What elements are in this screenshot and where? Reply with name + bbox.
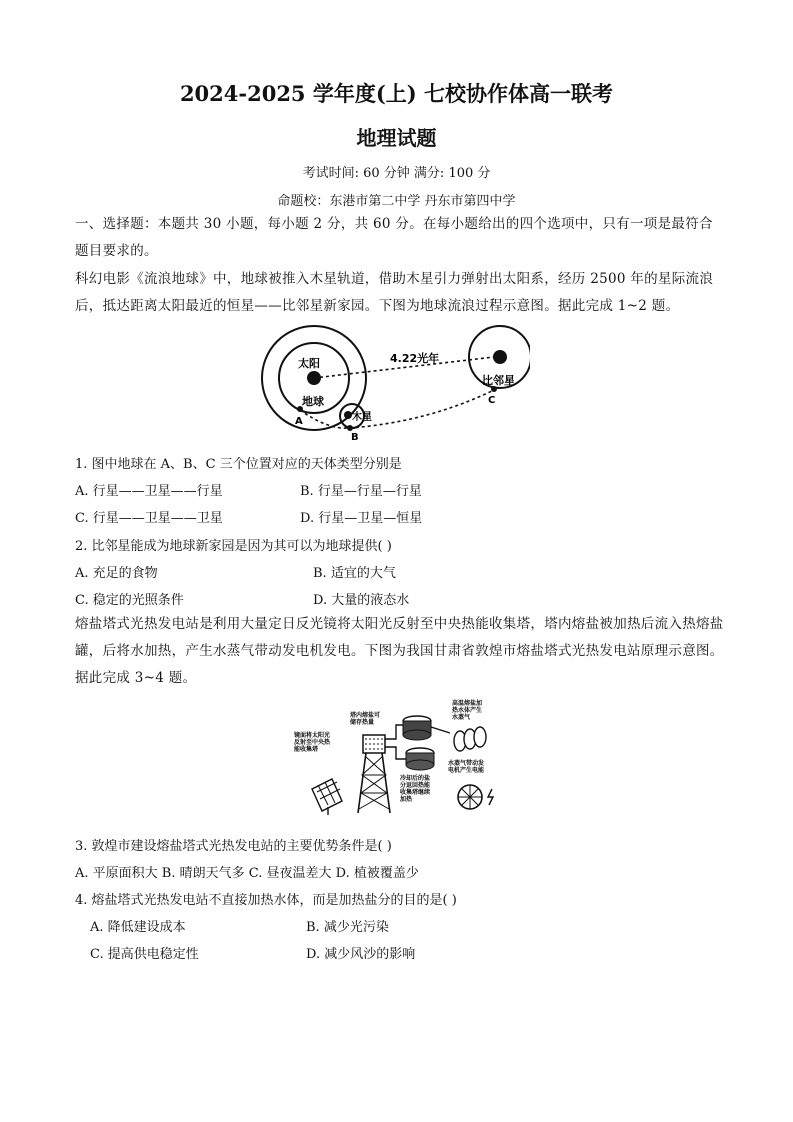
label-tower-storage: 塔内熔盐可储存热量 (350, 712, 381, 726)
passage-2: 熔盐塔式光热发电站是利用大量定日反光镜将太阳光反射至中央热能收集塔，塔内熔盐被加热后流入热熔盐罐，后将水加热，产生水蒸气带动发电机发电。下图为我国甘肃省敦煌市熔盐塔式光热发电站原理示意图。据此完成 3~4 题。 (75, 616, 724, 686)
q3-stem: 3. 敦煌市建设熔盐塔式光热发电站的主要优势条件是( ) (75, 839, 392, 854)
section-instructions: 一、选择题：本题共 30 小题，每小题 2 分，共 60 分。在每小题给出的四个选项中，只有一项是最符合题目要求的。 (75, 216, 713, 259)
q2-stem: 2. 比邻星能成为地球新家园是因为其可以为地球提供( ) (75, 539, 392, 554)
q1-option-a: A. 行星——卫星——行星 (75, 484, 223, 499)
pipe-cold (385, 747, 406, 759)
q2-option-a: A. 充足的食物 (75, 566, 158, 581)
q3-options: A. 平原面积大 B. 晴朗天气多 C. 昼夜温差大 D. 植被覆盖少 (75, 866, 419, 881)
q1-stem: 1. 图中地球在 A、B、C 三个位置对应的天体类型分别是 (75, 457, 402, 472)
pipe-exchanger (431, 727, 450, 733)
sun-label: 太阳 (298, 357, 320, 370)
figure-solar-plant (292, 697, 504, 817)
q1-option-c: C. 行星——卫星——卫星 (75, 511, 223, 526)
cold-salt-tank (406, 748, 434, 770)
figure-wandering-earth (258, 322, 530, 444)
q2-option-b: B. 适宜的大气 (313, 566, 396, 581)
distance-label: 4.22光年 (390, 352, 440, 365)
turbine-icon (458, 785, 493, 809)
point-a-label: A (295, 416, 303, 427)
jupiter-dot (344, 411, 352, 419)
q4-option-c: C. 提高供电稳定性 (90, 947, 199, 962)
heat-exchanger (454, 727, 486, 751)
label-mirror: 镜面将太阳光反射至中央热能收集塔 (294, 732, 331, 753)
exam-subject: 地理试题 (356, 126, 437, 150)
q4-option-d: D. 减少风沙的影响 (306, 947, 416, 962)
label-steam: 水蒸气带动发电机产生电能 (448, 760, 485, 774)
q2-option-c: C. 稳定的光照条件 (75, 593, 184, 608)
earth-label: 地球 (302, 395, 324, 408)
point-b-label: B (351, 432, 359, 443)
exam-schools: 命题校：东港市第二中学 丹东市第四中学 (277, 194, 516, 209)
proxima-label: 比邻星 (482, 374, 515, 387)
pipe-hot (385, 725, 403, 739)
hot-salt-tank (403, 716, 431, 740)
q4-option-a: A. 降低建设成本 (90, 920, 186, 935)
q1-option-b: B. 行星—行星—行星 (300, 484, 422, 499)
label-hot-salt: 高温熔盐加热水体产生水蒸气 (452, 700, 483, 721)
point-b-dot (347, 425, 353, 431)
jupiter-label: 木星 (352, 412, 372, 423)
proxima-dot (493, 350, 507, 364)
q4-option-b: B. 减少光污染 (306, 920, 389, 935)
exam-title: 2024-2025 学年度(上) 七校协作体高一联考 (179, 81, 614, 106)
passage-1: 科幻电影《流浪地球》中，地球被推入木星轨道，借助木星引力弹射出太阳系，经历 2500 年的星际流浪后，抵达距离太阳最近的恒星——比邻星新家园。下图为地球流浪过程示意图。据此完成 1~2 题。 (75, 271, 714, 314)
label-cold-salt: 冷却后的盐分返回热能收集塔继续加热 (400, 775, 431, 803)
exam-info: 考试时间: 60 分钟 满分: 100 分 (302, 166, 491, 181)
heliostat-mirror (312, 779, 342, 815)
point-c-label: C (488, 395, 496, 406)
q1-option-d: D. 行星—卫星—恒星 (300, 511, 423, 526)
q2-option-d: D. 大量的液态水 (313, 593, 410, 608)
q4-stem: 4. 熔盐塔式光热发电站不直接加热水体，而是加热盐分的目的是( ) (75, 893, 457, 908)
